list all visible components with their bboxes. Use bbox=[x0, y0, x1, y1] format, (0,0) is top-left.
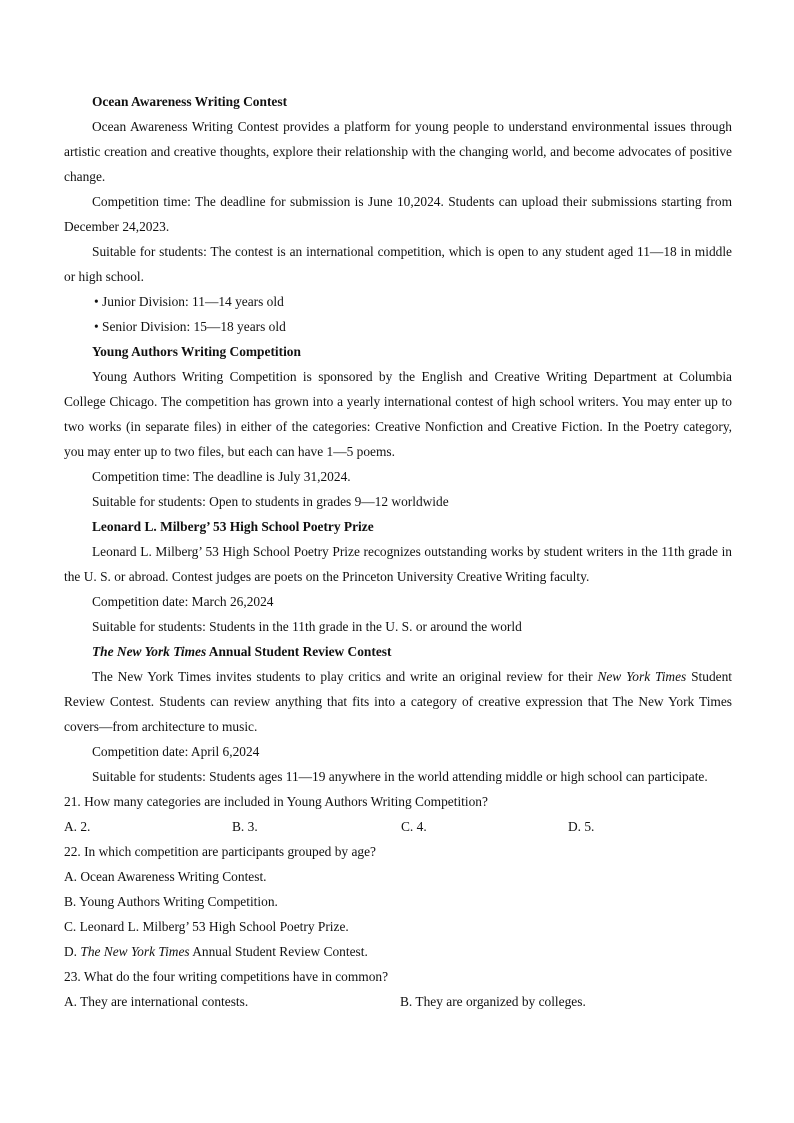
contest1-description: Ocean Awareness Writing Contest provides a platform for young people to understand environmental issues through artistic creation and creative thoughts, explore their relationship with the changing world, and become advocates of positive change. bbox=[64, 119, 732, 184]
q22-option-d-rest: Annual Student Review Contest. bbox=[189, 944, 368, 959]
contest1-senior-division: • Senior Division: 15—18 years old bbox=[94, 319, 286, 334]
question-23-stem: 23. What do the four writing competitions have in common? bbox=[64, 969, 389, 984]
q23-option-a[interactable]: A. They are international contests. bbox=[64, 994, 249, 1009]
question-23-options bbox=[64, 989, 732, 1014]
contest3-description: Leonard L. Milberg’ 53 High School Poetry Prize recognizes outstanding works by student writers in the 11th grade in the U. S. or abroad. Contest judges are poets on the Princeton University Creative Writing faculty. bbox=[64, 544, 732, 584]
q22-option-b[interactable]: B. Young Authors Writing Competition. bbox=[64, 894, 278, 909]
contest1-suitable: Suitable for students: The contest is an international competition, which is open to any student aged 11—18 in middle or high school. bbox=[64, 244, 732, 284]
q22-option-d-italic: The New York Times bbox=[80, 944, 190, 959]
contest2-title: Young Authors Writing Competition bbox=[92, 344, 301, 359]
contest4-desc-italic: New York Times bbox=[597, 669, 687, 684]
contest2-time: Competition time: The deadline is July 31,2024. bbox=[92, 469, 351, 484]
contest4-date: Competition date: April 6,2024 bbox=[92, 744, 260, 759]
contest3-suitable: Suitable for students: Students in the 11th grade in the U. S. or around the world bbox=[92, 619, 522, 634]
q22-option-a[interactable]: A. Ocean Awareness Writing Contest. bbox=[64, 869, 267, 884]
q21-option-c[interactable]: C. 4. bbox=[401, 819, 427, 834]
contest3-date: Competition date: March 26,2024 bbox=[92, 594, 274, 609]
contest3-title: Leonard L. Milberg’ 53 High School Poetry Prize bbox=[92, 519, 374, 534]
contest2-suitable: Suitable for students: Open to students in grades 9—12 worldwide bbox=[92, 494, 449, 509]
contest4-desc-b: Student Review Contest. Students can review anything that fits into a category of creative expression that The New York Times covers—from architecture to music. bbox=[64, 669, 733, 734]
q21-option-a[interactable]: A. 2. bbox=[64, 819, 91, 834]
q23-option-b[interactable]: B. They are organized by colleges. bbox=[400, 994, 586, 1009]
contest4-desc-a: The New York Times invites students to play critics and write an original review for their bbox=[92, 669, 598, 684]
contest1-title: Ocean Awareness Writing Contest bbox=[92, 94, 288, 109]
document-page bbox=[64, 89, 732, 1014]
q22-option-d-prefix: D. bbox=[64, 944, 81, 959]
contest1-time: Competition time: The deadline for submission is June 10,2024. Students can upload their submissions starting from December 24,2023. bbox=[64, 194, 732, 234]
q22-option-d[interactable] bbox=[64, 939, 732, 964]
question-21-options bbox=[64, 814, 732, 839]
question-21-stem: 21. How many categories are included in Young Authors Writing Competition? bbox=[64, 794, 488, 809]
contest4-description bbox=[64, 664, 732, 739]
q22-option-c[interactable]: C. Leonard L. Milberg’ 53 High School Poetry Prize. bbox=[64, 919, 349, 934]
contest2-description: Young Authors Writing Competition is sponsored by the English and Creative Writing Department at Columbia College Chicago. The competition has grown into a yearly international contest of high school writers. You may enter up to two works (in separate files) in either of the categories: Creative Nonfiction and Creative Fiction. In the Poetry category, you may enter up to two files, but each can have 1—5 poems. bbox=[64, 369, 732, 459]
question-22-stem: 22. In which competition are participants grouped by age? bbox=[64, 844, 376, 859]
contest4-title-italic: The New York Times bbox=[92, 644, 207, 659]
contest1-junior-division: • Junior Division: 11—14 years old bbox=[94, 294, 284, 309]
contest4-title-rest: Annual Student Review Contest bbox=[206, 644, 392, 659]
q21-option-d[interactable]: D. 5. bbox=[568, 819, 595, 834]
contest4-suitable: Suitable for students: Students ages 11—19 anywhere in the world attending middle or high school can participate. bbox=[92, 769, 708, 784]
q21-option-b[interactable]: B. 3. bbox=[232, 819, 258, 834]
contest4-title bbox=[64, 639, 732, 664]
